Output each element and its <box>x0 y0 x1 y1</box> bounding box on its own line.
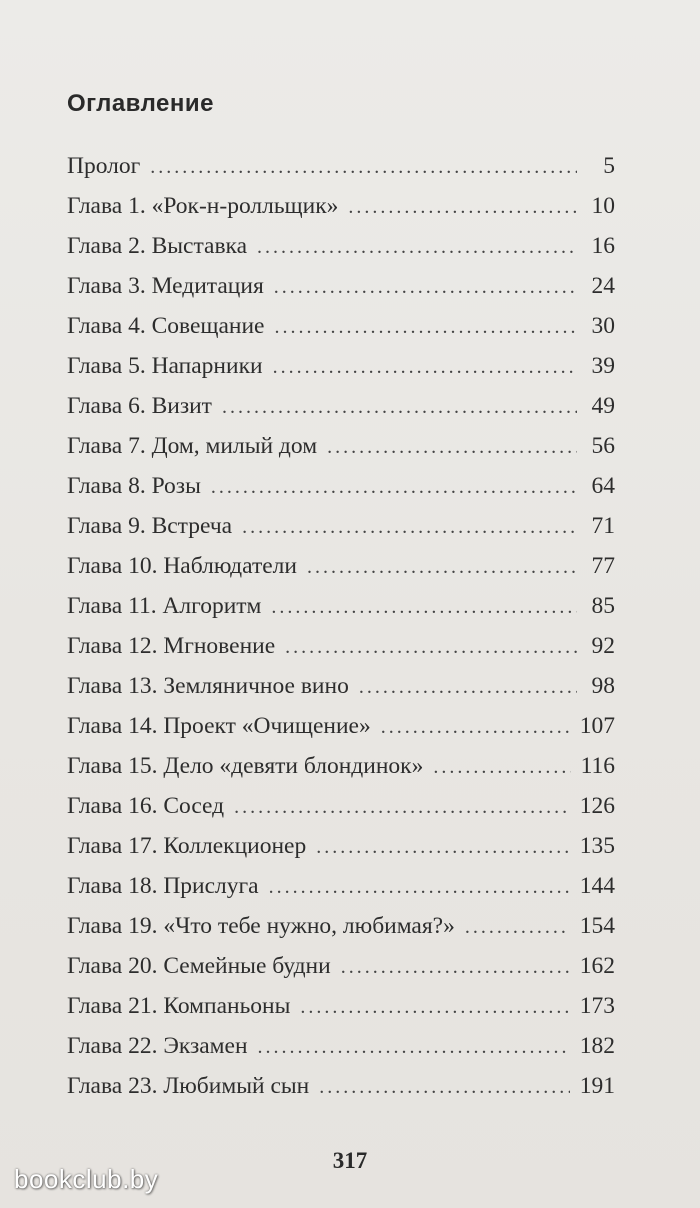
toc-entry <box>67 226 615 266</box>
dot-leader <box>257 227 577 267</box>
toc-entry-title: Глава 8. Розы <box>67 473 201 499</box>
toc-entry-page: 191 <box>579 1073 615 1099</box>
toc-entry-title: Глава 16. Сосед <box>67 793 225 819</box>
site-watermark: bookclub.by <box>14 1164 159 1194</box>
toc-entry-page: 56 <box>591 433 615 459</box>
dot-leader <box>222 387 577 427</box>
dot-leader <box>307 547 577 587</box>
dot-leader <box>359 667 577 707</box>
dot-leader <box>341 947 570 987</box>
toc-entry-page: 92 <box>591 633 615 659</box>
toc-entry-page: 16 <box>591 233 615 259</box>
toc-entry-page: 30 <box>591 313 615 339</box>
toc-entry <box>67 466 615 506</box>
toc-entry-page: 182 <box>579 1033 615 1059</box>
toc-entry <box>67 906 615 946</box>
dot-leader <box>269 867 570 907</box>
dot-leader <box>150 147 577 187</box>
dot-leader <box>285 627 577 667</box>
toc-entry-title: Глава 17. Коллекционер <box>67 833 307 859</box>
dot-leader <box>274 267 577 307</box>
dot-leader <box>433 747 570 787</box>
toc-entry <box>67 346 615 386</box>
toc-entry-title: Глава 20. Семейные будни <box>67 953 331 979</box>
table-of-contents <box>67 146 615 1106</box>
toc-entry-page: 144 <box>579 873 615 899</box>
toc-entry-title: Глава 1. «Рок-н-ролльщик» <box>67 193 339 219</box>
dot-leader <box>327 427 577 467</box>
toc-entry-title: Глава 7. Дом, милый дом <box>67 433 318 459</box>
toc-heading: Оглавление <box>67 90 214 117</box>
dot-leader <box>258 1027 570 1067</box>
toc-entry-page: 162 <box>579 953 615 979</box>
dot-leader <box>319 1067 569 1107</box>
toc-entry-page: 116 <box>580 753 615 779</box>
dot-leader <box>271 587 577 627</box>
dot-leader <box>348 187 577 227</box>
toc-entry-title: Глава 13. Земляничное вино <box>67 673 349 699</box>
toc-entry-title: Глава 11. Алгоритм <box>67 593 262 619</box>
toc-entry-title: Глава 5. Напарники <box>67 353 263 379</box>
toc-entry-page: 71 <box>591 513 615 539</box>
toc-entry <box>67 866 615 906</box>
toc-entry-page: 77 <box>591 553 615 579</box>
toc-entry-title: Пролог <box>67 153 141 179</box>
toc-entry-page: 39 <box>591 353 615 379</box>
toc-entry <box>67 426 615 466</box>
toc-entry <box>67 546 615 586</box>
toc-entry <box>67 1066 615 1106</box>
toc-entry-page: 135 <box>579 833 615 859</box>
toc-entry-page: 98 <box>591 673 615 699</box>
toc-entry-title: Глава 2. Выставка <box>67 233 248 259</box>
dot-leader <box>211 467 577 507</box>
dot-leader <box>381 707 570 747</box>
dot-leader <box>465 907 570 947</box>
toc-entry <box>67 386 615 426</box>
toc-entry <box>67 146 615 186</box>
toc-entry-page: 10 <box>591 193 615 219</box>
toc-entry-title: Глава 23. Любимый сын <box>67 1073 310 1099</box>
toc-entry <box>67 626 615 666</box>
toc-entry <box>67 946 615 986</box>
toc-entry <box>67 986 615 1026</box>
toc-entry <box>67 666 615 706</box>
toc-entry-page: 85 <box>591 593 615 619</box>
dot-leader <box>300 987 569 1027</box>
toc-entry <box>67 706 615 746</box>
toc-entry <box>67 306 615 346</box>
toc-entry-page: 49 <box>591 393 615 419</box>
toc-entry-title: Глава 6. Визит <box>67 393 212 419</box>
dot-leader <box>242 507 577 547</box>
toc-entry-title: Глава 10. Наблюдатели <box>67 553 297 579</box>
toc-entry <box>67 786 615 826</box>
toc-entry <box>67 1026 615 1066</box>
toc-entry-page: 107 <box>579 713 615 739</box>
toc-entry-title: Глава 12. Мгновение <box>67 633 276 659</box>
toc-entry-title: Глава 3. Медитация <box>67 273 264 299</box>
toc-entry-page: 64 <box>591 473 615 499</box>
dot-leader <box>273 347 577 387</box>
dot-leader <box>234 787 570 827</box>
toc-entry-title: Глава 4. Совещание <box>67 313 265 339</box>
page-number: 317 <box>332 1148 368 1173</box>
toc-entry-title: Глава 22. Экзамен <box>67 1033 248 1059</box>
toc-entry-title: Глава 9. Встреча <box>67 513 233 539</box>
toc-entry-page: 24 <box>591 273 615 299</box>
toc-entry-title: Глава 14. Проект «Очищение» <box>67 713 371 739</box>
toc-entry <box>67 586 615 626</box>
toc-entry-title: Глава 19. «Что тебе нужно, любимая?» <box>67 913 455 939</box>
toc-entry-page: 126 <box>579 793 615 819</box>
dot-leader <box>316 827 570 867</box>
toc-entry <box>67 746 615 786</box>
toc-entry-page: 5 <box>603 153 615 179</box>
toc-entry <box>67 186 615 226</box>
toc-entry <box>67 506 615 546</box>
toc-entry-title: Глава 15. Дело «девяти блондинок» <box>67 753 424 779</box>
toc-entry <box>67 266 615 306</box>
dot-leader <box>275 307 578 347</box>
toc-entry-page: 173 <box>579 993 615 1019</box>
toc-entry-title: Глава 18. Прислуга <box>67 873 259 899</box>
toc-entry-page: 154 <box>579 913 615 939</box>
toc-entry-title: Глава 21. Компаньоны <box>67 993 291 1019</box>
toc-entry <box>67 826 615 866</box>
